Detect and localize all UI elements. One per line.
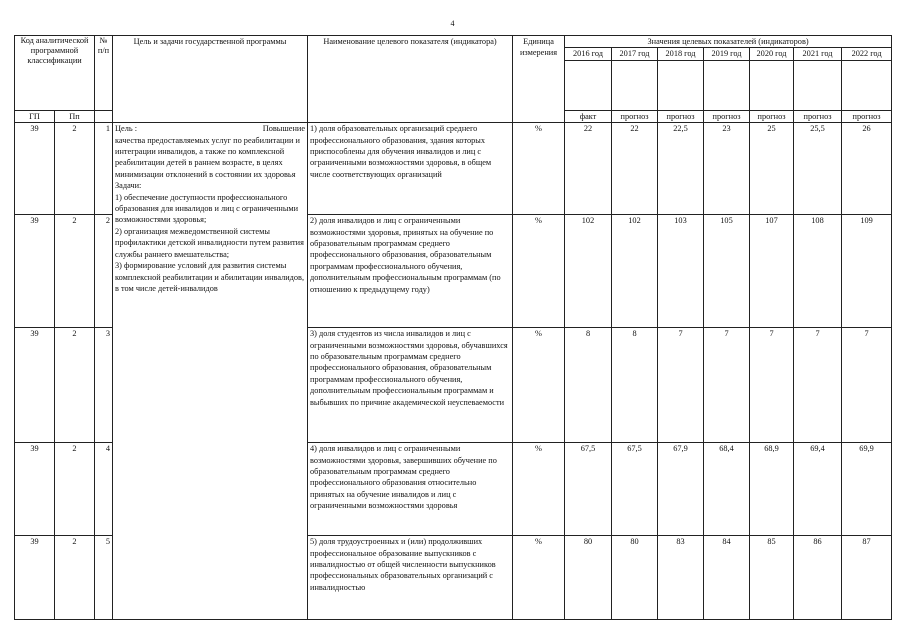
value-cell: 68,4 [704, 443, 750, 536]
value-cell: 69,9 [842, 443, 892, 536]
gp-code: 39 [15, 215, 55, 328]
value-cell: 67,5 [565, 443, 612, 536]
goal-label: Цель : [115, 124, 137, 134]
task-2: 2) организация межведомственной системы профилактики детской инвалидности путем развития службы раннего вмешательства; [115, 226, 304, 259]
value-cell: 7 [658, 328, 704, 443]
header-year: 2022 год [842, 48, 892, 60]
value-cell: 80 [612, 536, 658, 620]
header-type: прогноз [842, 110, 892, 122]
header-values: Значения целевых показателей (индикаторов) [565, 36, 892, 48]
value-cell: 7 [842, 328, 892, 443]
value-cell: 102 [612, 215, 658, 328]
value-cell: 80 [565, 536, 612, 620]
value-cell: 107 [750, 215, 794, 328]
page-number: 4 [450, 19, 455, 28]
header-unit: Единица измерения [513, 36, 565, 123]
value-cell: 103 [658, 215, 704, 328]
value-cell: 109 [842, 215, 892, 328]
value-cell: 67,9 [658, 443, 704, 536]
indicators-table [14, 35, 892, 620]
header-type: прогноз [794, 110, 842, 122]
gp-code: 39 [15, 443, 55, 536]
header-type: прогноз [612, 110, 658, 122]
value-cell: 22 [612, 123, 658, 215]
pp-code: 2 [55, 443, 95, 536]
value-cell: 83 [658, 536, 704, 620]
value-cell: 68,9 [750, 443, 794, 536]
value-cell: 26 [842, 123, 892, 215]
header-year: 2016 год [565, 48, 612, 60]
tasks-label: Задачи: [115, 181, 142, 191]
pp-code: 2 [55, 123, 95, 215]
header-year: 2020 год [750, 48, 794, 60]
header-num: № п/п [95, 36, 113, 111]
header-code-group: Код аналитической программной классификации [15, 36, 95, 111]
header-year: 2018 год [658, 48, 704, 60]
header-gp: ГП [15, 110, 55, 122]
goal-text: качества предоставляемых услуг по реабилитации и интеграции инвалидов, а также по комплексной реабилитации детей в раннем возрасте, в целях минимизации отклонений в состоянии их здоровья [115, 135, 300, 179]
indicator-name: 2) доля инвалидов и лиц с ограниченными возможностями здоровья, принятых на обучение по образовательным программам среднего профессионального образования, образовательным программам профессионального обучения, дополнительным профессиональным программам (по отношению к предыдущему году) [308, 215, 513, 328]
unit: % [513, 328, 565, 443]
value-cell: 105 [704, 215, 750, 328]
value-cell: 7 [750, 328, 794, 443]
header-goal: Цель и задачи государственной программы [113, 36, 308, 123]
value-cell: 22,5 [658, 123, 704, 215]
header-year: 2019 год [704, 48, 750, 60]
value-cell: 22 [565, 123, 612, 215]
header-pp: Пп [55, 110, 95, 122]
value-cell: 25,5 [794, 123, 842, 215]
header-type: прогноз [658, 110, 704, 122]
indicator-name: 4) доля инвалидов и лиц с ограниченными возможностями здоровья, завершивших обучение по образовательным программам среднего профессионального образования относительно принятых на обучение инвалидов и лиц с ограниченными возможностями здоровья [308, 443, 513, 536]
goal-and-tasks [113, 123, 308, 620]
header-type: прогноз [750, 110, 794, 122]
indicator-name: 1) доля образовательных организаций среднего профессионального образования, здания которых приспособлены для обучения инвалидов и лиц с ограниченными возможностями здоровья, в общем числе соответствующих организаций [308, 123, 513, 215]
row-number: 2 [95, 215, 113, 328]
header-type: факт [565, 110, 612, 122]
value-cell: 8 [565, 328, 612, 443]
indicator-name: 5) доля трудоустроенных и (или) продолживших профессиональное образование выпускников с инвалидностью от общей численности выпускников профессиональных образовательных организаций с инвалидностью [308, 536, 513, 620]
task-1: 1) обеспечение доступности профессионального образования для инвалидов и лиц с ограниченными возможностями здоровья; [115, 192, 299, 225]
value-cell: 87 [842, 536, 892, 620]
value-cell: 84 [704, 536, 750, 620]
pp-code: 2 [55, 215, 95, 328]
pp-code: 2 [55, 328, 95, 443]
gp-code: 39 [15, 123, 55, 215]
value-cell: 25 [750, 123, 794, 215]
row-number: 3 [95, 328, 113, 443]
value-cell: 7 [794, 328, 842, 443]
goal-first-word: Повышение [262, 124, 306, 134]
unit: % [513, 215, 565, 328]
gp-code: 39 [15, 536, 55, 620]
value-cell: 108 [794, 215, 842, 328]
unit: % [513, 536, 565, 620]
gp-code: 39 [15, 328, 55, 443]
table-row [15, 123, 892, 215]
task-3: 3) формирование условий для развития системы комплексной реабилитации и абилитации инвалидов, в том числе детей-инвалидов [115, 261, 305, 293]
row-number: 5 [95, 536, 113, 620]
unit: % [513, 123, 565, 215]
header-type: прогноз [704, 110, 750, 122]
row-number: 4 [95, 443, 113, 536]
indicator-name: 3) доля студентов из числа инвалидов и лиц с ограниченными возможностями здоровья, обучавшихся по образовательным программам среднего профессионального образования, образовательным программам профессионального обучения, дополнительным профессиональным программам и выбывших по причине академической неуспеваемости [308, 328, 513, 443]
value-cell: 67,5 [612, 443, 658, 536]
value-cell: 8 [612, 328, 658, 443]
header-year: 2017 год [612, 48, 658, 60]
value-cell: 86 [794, 536, 842, 620]
header-indicator: Наименование целевого показателя (индикатора) [308, 36, 513, 123]
pp-code: 2 [55, 536, 95, 620]
header-year: 2021 год [794, 48, 842, 60]
row-number: 1 [95, 123, 113, 215]
unit: % [513, 443, 565, 536]
value-cell: 23 [704, 123, 750, 215]
value-cell: 69,4 [794, 443, 842, 536]
value-cell: 102 [565, 215, 612, 328]
value-cell: 85 [750, 536, 794, 620]
value-cell: 7 [704, 328, 750, 443]
